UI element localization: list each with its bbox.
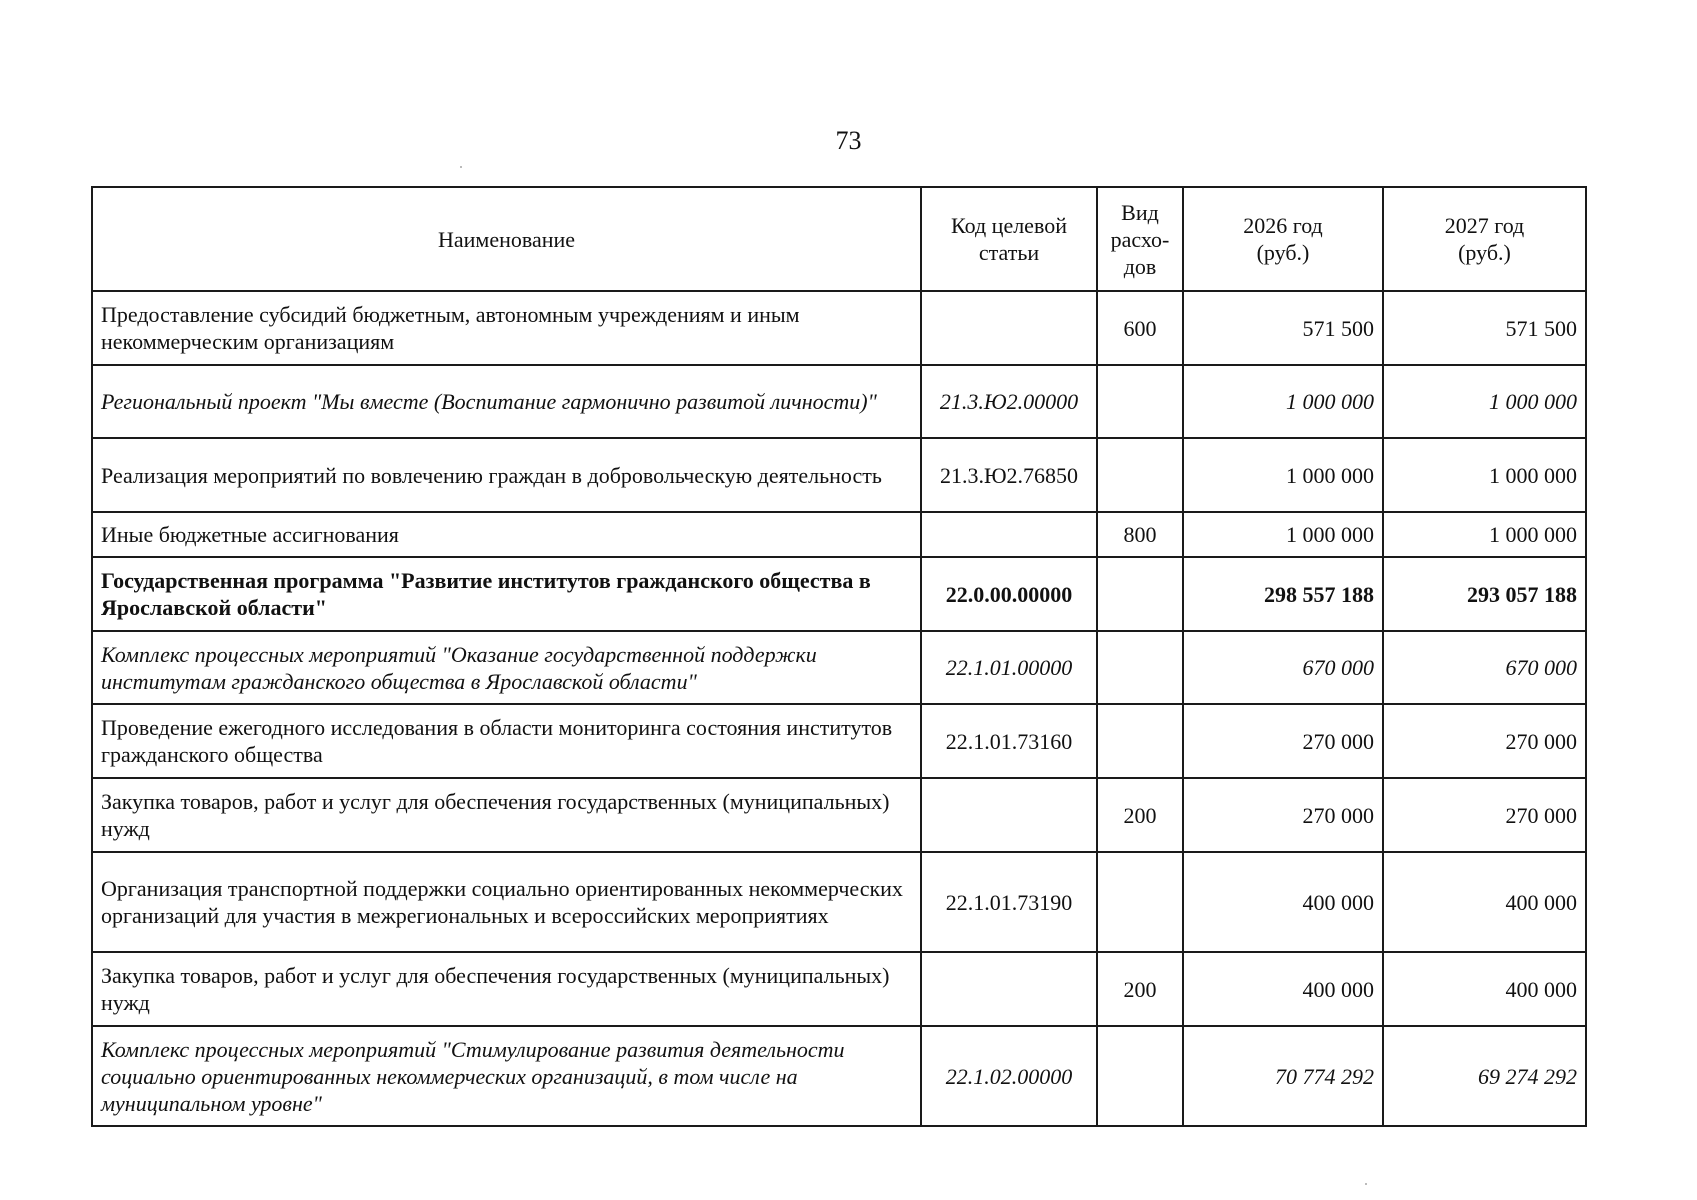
cell-name: Реализация мероприятий по вовлечению граждан в добровольческую деятельность [92, 438, 921, 512]
table-row [92, 852, 1586, 952]
cell-2026: 1 000 000 [1183, 365, 1383, 438]
cell-code: 22.0.00.00000 [921, 557, 1097, 631]
cell-name: Государственная программа "Развитие институтов гражданского общества в Ярославской области" [92, 557, 921, 631]
cell-2026: 400 000 [1183, 852, 1383, 952]
cell-code [921, 512, 1097, 557]
cell-2027: 571 500 [1383, 291, 1586, 365]
table-body [92, 291, 1586, 1126]
cell-2027: 270 000 [1383, 778, 1586, 852]
cell-code: 21.3.Ю2.76850 [921, 438, 1097, 512]
cell-code [921, 291, 1097, 365]
cell-2026: 298 557 188 [1183, 557, 1383, 631]
scan-speck [1365, 1183, 1367, 1185]
cell-2027: 1 000 000 [1383, 365, 1586, 438]
cell-code: 22.1.01.00000 [921, 631, 1097, 704]
budget-table [91, 186, 1587, 1127]
cell-2026: 571 500 [1183, 291, 1383, 365]
cell-code: 21.3.Ю2.00000 [921, 365, 1097, 438]
cell-kind [1097, 631, 1183, 704]
header-name: Наименование [92, 187, 921, 291]
cell-name: Закупка товаров, работ и услуг для обеспечения государственных (муниципальных) нужд [92, 778, 921, 852]
cell-2026: 1 000 000 [1183, 438, 1383, 512]
cell-kind [1097, 852, 1183, 952]
cell-kind [1097, 365, 1183, 438]
cell-kind [1097, 557, 1183, 631]
cell-kind: 800 [1097, 512, 1183, 557]
cell-2027: 400 000 [1383, 952, 1586, 1026]
cell-code: 22.1.02.00000 [921, 1026, 1097, 1126]
cell-kind [1097, 704, 1183, 778]
table-row [92, 291, 1586, 365]
cell-name: Комплекс процессных мероприятий "Оказание государственной поддержки институтам гражданского общества в Ярославской области" [92, 631, 921, 704]
cell-2027: 400 000 [1383, 852, 1586, 952]
table-row [92, 631, 1586, 704]
cell-2026: 70 774 292 [1183, 1026, 1383, 1126]
cell-kind: 200 [1097, 952, 1183, 1026]
cell-2026: 670 000 [1183, 631, 1383, 704]
cell-code: 22.1.01.73190 [921, 852, 1097, 952]
cell-2026: 270 000 [1183, 704, 1383, 778]
cell-code [921, 778, 1097, 852]
page-number: 73 [835, 126, 862, 155]
table-row [92, 438, 1586, 512]
cell-name: Иные бюджетные ассигнования [92, 512, 921, 557]
table-row [92, 1026, 1586, 1126]
header-kind: Вид расхо-дов [1097, 187, 1183, 291]
cell-2027: 670 000 [1383, 631, 1586, 704]
cell-2027: 293 057 188 [1383, 557, 1586, 631]
header-2027: 2027 год (руб.) [1383, 187, 1586, 291]
cell-2027: 69 274 292 [1383, 1026, 1586, 1126]
cell-kind [1097, 1026, 1183, 1126]
cell-2026: 1 000 000 [1183, 512, 1383, 557]
cell-name: Организация транспортной поддержки социально ориентированных некоммерческих организаций для участия в межрегиональных и всероссийских мероприятиях [92, 852, 921, 952]
cell-2027: 270 000 [1383, 704, 1586, 778]
cell-name: Комплекс процессных мероприятий "Стимулирование развития деятельности социально ориентированных некоммерческих организаций, в том числе на муниципальном уровне" [92, 1026, 921, 1126]
cell-kind: 600 [1097, 291, 1183, 365]
table-row [92, 778, 1586, 852]
cell-2027: 1 000 000 [1383, 512, 1586, 557]
cell-code: 22.1.01.73160 [921, 704, 1097, 778]
cell-kind: 200 [1097, 778, 1183, 852]
table-row [92, 704, 1586, 778]
scan-speck [460, 166, 462, 168]
cell-2027: 1 000 000 [1383, 438, 1586, 512]
cell-2026: 400 000 [1183, 952, 1383, 1026]
cell-kind [1097, 438, 1183, 512]
cell-name: Предоставление субсидий бюджетным, автономным учреждениям и иным некоммерческим организациям [92, 291, 921, 365]
table-row [92, 952, 1586, 1026]
cell-2026: 270 000 [1183, 778, 1383, 852]
table-row [92, 557, 1586, 631]
table-row [92, 365, 1586, 438]
header-code: Код целевой статьи [921, 187, 1097, 291]
table-header-row [92, 187, 1586, 291]
table-row [92, 512, 1586, 557]
cell-name: Проведение ежегодного исследования в области мониторинга состояния институтов гражданского общества [92, 704, 921, 778]
cell-name: Региональный проект "Мы вместе (Воспитание гармонично развитой личности)" [92, 365, 921, 438]
cell-code [921, 952, 1097, 1026]
header-2026: 2026 год (руб.) [1183, 187, 1383, 291]
cell-name: Закупка товаров, работ и услуг для обеспечения государственных (муниципальных) нужд [92, 952, 921, 1026]
